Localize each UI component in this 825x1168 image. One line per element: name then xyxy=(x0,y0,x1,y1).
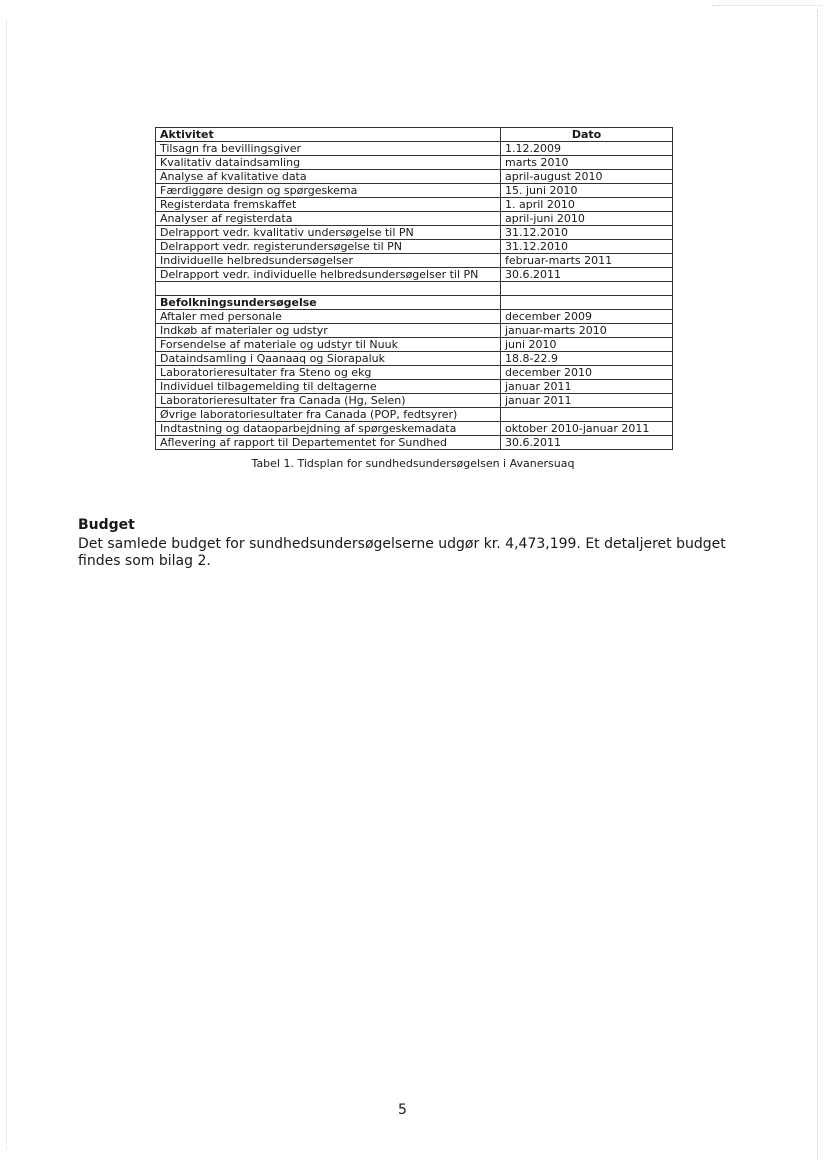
table-row xyxy=(156,254,673,268)
table-row xyxy=(156,268,673,282)
table-row xyxy=(156,310,673,324)
activity-cell: Analyser af registerdata xyxy=(156,212,501,226)
page-edge-right xyxy=(817,10,818,1160)
activity-cell: Delrapport vedr. kvalitativ undersøgelse til PN xyxy=(156,226,501,240)
activity-cell: Kvalitativ dataindsamling xyxy=(156,156,501,170)
table-row xyxy=(156,394,673,408)
spacer-cell xyxy=(501,282,673,296)
budget-heading: Budget xyxy=(78,517,135,533)
section-title-date-cell xyxy=(501,296,673,310)
date-cell: 15. juni 2010 xyxy=(501,184,673,198)
spacer-cell xyxy=(156,282,501,296)
date-cell: 31.12.2010 xyxy=(501,226,673,240)
table-row xyxy=(156,198,673,212)
table-row xyxy=(156,324,673,338)
date-cell xyxy=(501,408,673,422)
page-edge-left xyxy=(6,20,7,1150)
activity-cell: Aftaler med personale xyxy=(156,310,501,324)
date-cell: 31.12.2010 xyxy=(501,240,673,254)
date-cell: 18.8-22.9 xyxy=(501,352,673,366)
activity-cell: Delrapport vedr. individuelle helbredsundersøgelser til PN xyxy=(156,268,501,282)
table-row xyxy=(156,156,673,170)
activity-cell: Indkøb af materialer og udstyr xyxy=(156,324,501,338)
activity-cell: Aflevering af rapport til Departementet for Sundhed xyxy=(156,436,501,450)
table-row xyxy=(156,380,673,394)
table-row xyxy=(156,338,673,352)
date-cell: januar 2011 xyxy=(501,394,673,408)
section-title-row xyxy=(156,296,673,310)
table-row xyxy=(156,184,673,198)
table-header-row xyxy=(156,128,673,142)
date-cell: 1. april 2010 xyxy=(501,198,673,212)
date-cell: februar-marts 2011 xyxy=(501,254,673,268)
activity-cell: Forsendelse af materiale og udstyr til Nuuk xyxy=(156,338,501,352)
activity-cell: Delrapport vedr. registerundersøgelse til PN xyxy=(156,240,501,254)
header-activity: Aktivitet xyxy=(156,128,501,142)
date-cell: januar-marts 2010 xyxy=(501,324,673,338)
table-row xyxy=(156,212,673,226)
date-cell: januar 2011 xyxy=(501,380,673,394)
date-cell: 1.12.2009 xyxy=(501,142,673,156)
date-cell: 30.6.2011 xyxy=(501,268,673,282)
schedule-table xyxy=(155,127,673,450)
section-title: Befolkningsundersøgelse xyxy=(156,296,501,310)
activity-cell: Laboratorieresultater fra Steno og ekg xyxy=(156,366,501,380)
budget-paragraph: Det samlede budget for sundhedsundersøgelserne udgør kr. 4,473,199. Et detaljeret budget findes som bilag 2. xyxy=(78,536,726,569)
date-cell: april-august 2010 xyxy=(501,170,673,184)
table-caption: Tabel 1. Tidsplan for sundhedsundersøgelsen i Avanersuaq xyxy=(251,457,575,470)
activity-cell: Laboratorieresultater fra Canada (Hg, Selen) xyxy=(156,394,501,408)
date-cell: oktober 2010-januar 2011 xyxy=(501,422,673,436)
date-cell: marts 2010 xyxy=(501,156,673,170)
table-row xyxy=(156,408,673,422)
page-edge-top xyxy=(712,5,822,6)
spacer-row xyxy=(156,282,673,296)
activity-cell: Analyse af kvalitative data xyxy=(156,170,501,184)
date-cell: 30.6.2011 xyxy=(501,436,673,450)
activity-cell: Registerdata fremskaffet xyxy=(156,198,501,212)
date-cell: juni 2010 xyxy=(501,338,673,352)
activity-cell: Færdiggøre design og spørgeskema xyxy=(156,184,501,198)
activity-cell: Øvrige laboratoriesultater fra Canada (POP, fedtsyrer) xyxy=(156,408,501,422)
schedule-table-body xyxy=(156,128,673,450)
table-row xyxy=(156,366,673,380)
table-row xyxy=(156,142,673,156)
date-cell: december 2010 xyxy=(501,366,673,380)
table-row xyxy=(156,422,673,436)
table-row xyxy=(156,352,673,366)
date-cell: april-juni 2010 xyxy=(501,212,673,226)
activity-cell: Individuel tilbagemelding til deltagerne xyxy=(156,380,501,394)
activity-cell: Individuelle helbredsundersøgelser xyxy=(156,254,501,268)
date-cell: december 2009 xyxy=(501,310,673,324)
activity-cell: Dataindsamling i Qaanaaq og Siorapaluk xyxy=(156,352,501,366)
activity-cell: Indtastning og dataoparbejdning af spørgeskemadata xyxy=(156,422,501,436)
table-row xyxy=(156,226,673,240)
activity-cell: Tilsagn fra bevillingsgiver xyxy=(156,142,501,156)
table-row xyxy=(156,240,673,254)
header-date: Dato xyxy=(501,128,673,142)
table-row xyxy=(156,170,673,184)
page-number: 5 xyxy=(398,1102,407,1118)
table-row xyxy=(156,436,673,450)
